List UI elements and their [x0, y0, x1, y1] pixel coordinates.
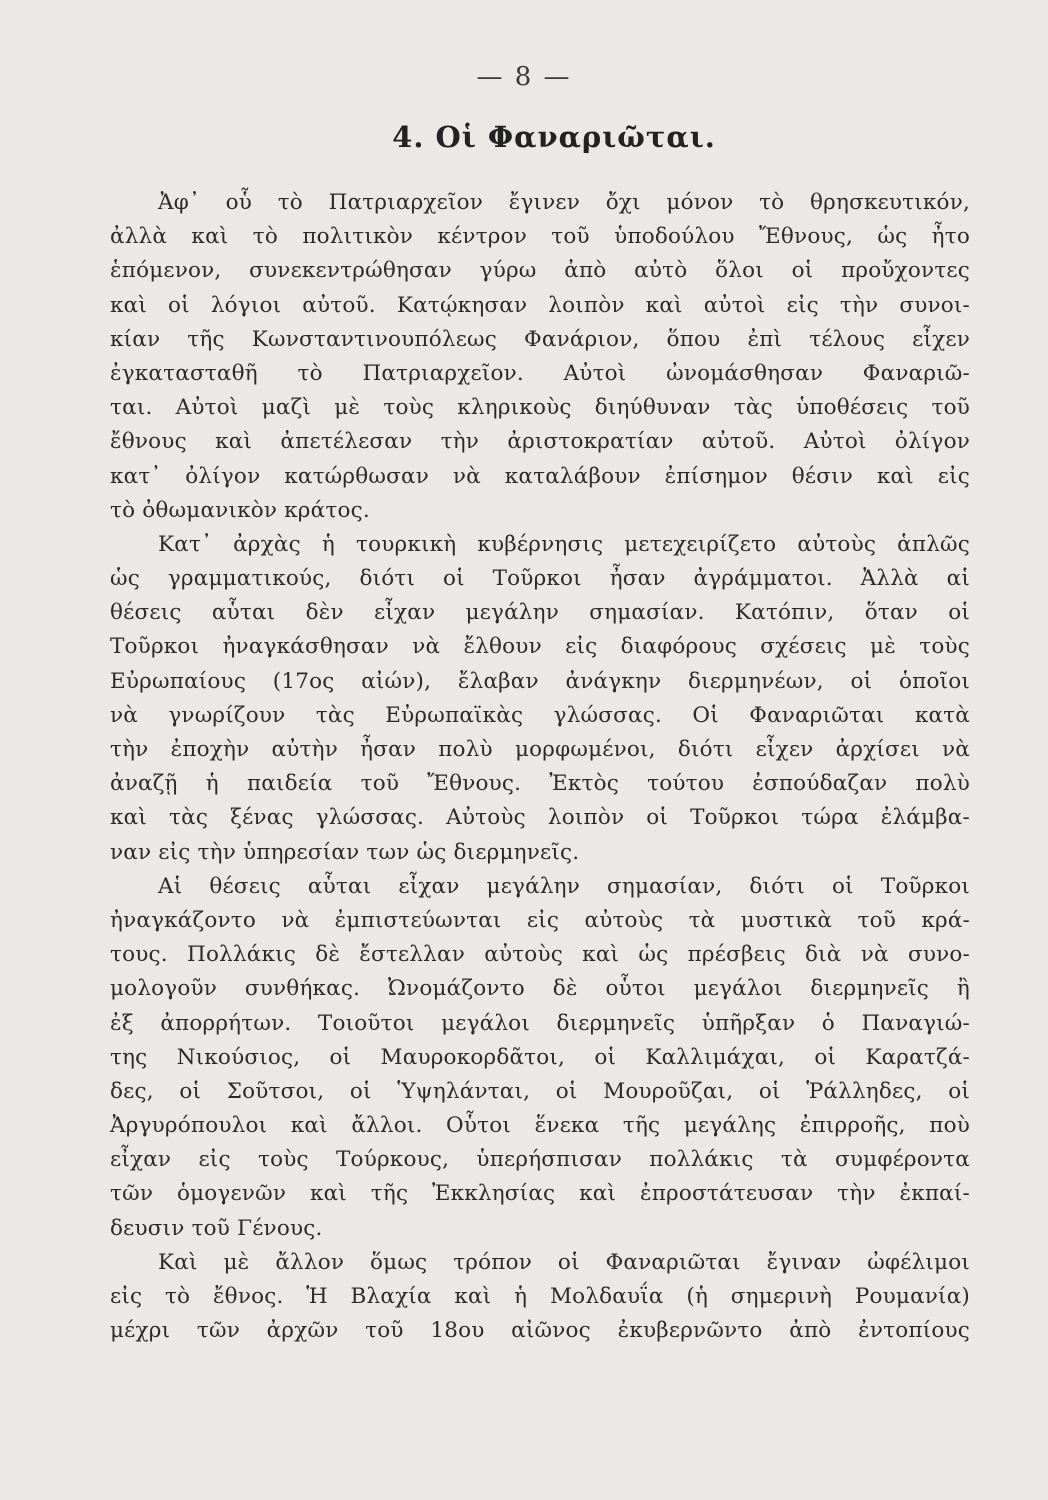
text-line: ἀλλὰ καὶ τὸ πολιτικὸν κέντρον τοῦ ὑποδούλου Ἔθνους, ὡς ἦτο [110, 224, 970, 250]
text-line: κατ᾽ ὀλίγον κατώρθωσαν νὰ καταλάβουν ἐπίσημον θέσιν καὶ εἰς [110, 463, 970, 489]
text-line: Αἱ θέσεις αὗται εἶχαν μεγάλην σημασίαν, διότι οἱ Τοῦρκοι [158, 873, 970, 899]
text-line: τῶν ὁμογενῶν καὶ τῆς Ἐκκλησίας καὶ ἐπροστάτευσαν τὴν ἐκπαί- [110, 1181, 970, 1207]
text-line: μέχρι τῶν ἀρχῶν τοῦ 18ου αἰῶνος ἐκυβερνῶντο ἀπὸ ἐντοπίους [110, 1318, 970, 1344]
text-line: Ἀργυρόπουλοι καὶ ἄλλοι. Οὗτοι ἕνεκα τῆς μεγάλης ἐπιρροῆς, ποὺ [110, 1113, 970, 1139]
text-line: τὸ ὀθωμανικὸν κράτος. [110, 497, 370, 523]
text-line: της Νικούσιος, οἱ Μαυροκορδᾶτοι, οἱ Καλλιμάχαι, οἱ Καρατζά- [110, 1044, 970, 1070]
text-line: καὶ τὰς ξένας γλώσσας. Αὐτοὺς λοιπὸν οἱ Τοῦρκοι τώρα ἐλάμβα- [110, 805, 970, 831]
text-line: Εὐρωπαίους (17ος αἰών), ἔλαβαν ἀνάγκην διερμηνέων, οἱ ὁποῖοι [110, 668, 970, 694]
text-line: δες, οἱ Σοῦτσοι, οἱ Ὑψηλάνται, οἱ Μουροῦζαι, οἱ Ῥάλληδες, οἱ [110, 1078, 970, 1104]
text-line: ἐξ ἀπορρήτων. Τοιοῦτοι μεγάλοι διερμηνεῖς ὑπῆρξαν ὁ Παναγιώ- [110, 1010, 970, 1036]
text-line: Κατ᾽ ἀρχὰς ἡ τουρκικὴ κυβέρνησις μετεχειρίζετο αὐτοὺς ἁπλῶς [158, 531, 970, 557]
text-line: μολογοῦν συνθήκας. Ὠνομάζοντο δὲ οὗτοι μεγάλοι διερμηνεῖς ἢ [110, 976, 970, 1002]
text-line: εἰς τὸ ἔθνος. Ἡ Βλαχία καὶ ἡ Μολδαυΐα (ἡ σημερινὴ Ρουμανία) [110, 1284, 970, 1309]
text-line: Τοῦρκοι ἠναγκάσθησαν νὰ ἔλθουν εἰς διαφόρους σχέσεις μὲ τοὺς [110, 634, 970, 660]
page-number: — 8 — [476, 62, 572, 92]
text-line: ἑπόμενον, συνεκεντρώθησαν γύρω ἀπὸ αὐτὸ ὅλοι οἱ προὔχοντες [110, 258, 970, 284]
text-line: Ἀφ᾽ οὗ τὸ Πατριαρχεῖον ἔγινεν ὄχι μόνον τὸ θρησκευτικόν, [158, 190, 970, 215]
text-line: ναν εἰς τὴν ὑπηρεσίαν των ὡς διερμηνεῖς. [110, 839, 580, 865]
body-text [110, 186, 970, 1348]
text-line: ἀναζῇ ἡ παιδεία τοῦ Ἔθνους. Ἐκτὸς τούτου ἐσπούδαζαν πολὺ [110, 771, 970, 797]
text-line: ἐγκατασταθῆ τὸ Πατριαρχεῖον. Αὐτοὶ ὠνομάσθησαν Φαναριῶ- [110, 360, 970, 386]
text-line: τους. Πολλάκις δὲ ἔστελλαν αὐτοὺς καὶ ὡς πρέσβεις διὰ νὰ συνο- [110, 942, 970, 968]
text-line: θέσεις αὗται δὲν εἶχαν μεγάλην σημασίαν. Κατόπιν, ὅταν οἱ [110, 600, 970, 626]
text-line: εἶχαν εἰς τοὺς Τούρκους, ὑπερήσπισαν πολλάκις τὰ συμφέροντα [110, 1147, 970, 1173]
text-line: τὴν ἐποχὴν αὐτὴν ἦσαν πολὺ μορφωμένοι, διότι εἶχεν ἀρχίσει νὰ [110, 737, 970, 762]
text-line: ἠναγκάζοντο νὰ ἐμπιστεύωνται εἰς αὐτοὺς τὰ μυστικὰ τοῦ κρά- [110, 907, 970, 933]
text-line: δευσιν τοῦ Γένους. [110, 1215, 323, 1241]
text-line: ἔθνους καὶ ἀπετέλεσαν τὴν ἀριστοκρατίαν αὐτοῦ. Αὐτοὶ ὀλίγον [110, 429, 970, 455]
text-line: Καὶ μὲ ἄλλον ὅμως τρόπον οἱ Φαναριῶται ἔγιναν ὠφέλιμοι [158, 1249, 970, 1275]
chapter-title: 4. Οἱ Φαναριῶται. [392, 120, 716, 154]
text-line: καὶ οἱ λόγιοι αὐτοῦ. Κατῴκησαν λοιπὸν καὶ αὐτοὶ εἰς τὴν συνοι- [110, 292, 970, 318]
text-line: κίαν τῆς Κωνσταντινουπόλεως Φανάριον, ὅπου ἐπὶ τέλους εἶχεν [110, 326, 970, 352]
text-line: ται. Αὐτοὶ μαζὶ μὲ τοὺς κληρικοὺς διηύθυναν τὰς ὑποθέσεις τοῦ [110, 395, 970, 421]
text-line: ὡς γραμματικούς, διότι οἱ Τοῦρκοι ἦσαν ἀγράμματοι. Ἀλλὰ αἱ [110, 566, 970, 592]
text-line: νὰ γνωρίζουν τὰς Εὐρωπαϊκὰς γλώσσας. Οἱ Φαναριῶται κατὰ [110, 702, 970, 728]
